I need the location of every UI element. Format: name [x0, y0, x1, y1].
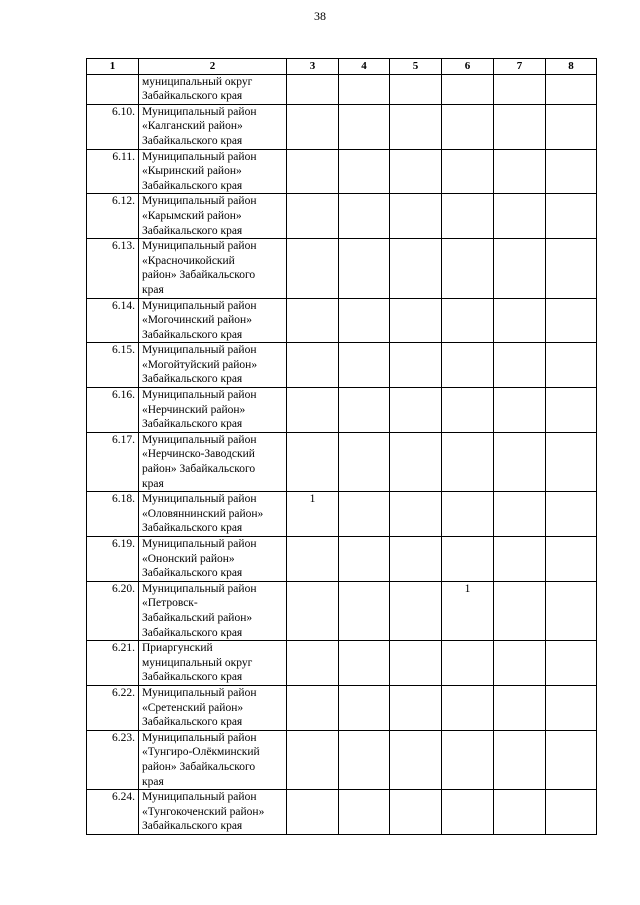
- table-row: [87, 343, 597, 388]
- value-cell-col-3: [287, 104, 339, 149]
- district-name-cell: Муниципальный район «Красночикойский район» Забайкальского края: [139, 239, 287, 298]
- value-cell-col-5: [390, 343, 442, 388]
- value-cell-col-6: [442, 74, 494, 104]
- value-cell-col-6: 1: [442, 581, 494, 640]
- table-row: [87, 74, 597, 104]
- value-cell-col-5: [390, 641, 442, 686]
- value-cell-col-8: [546, 239, 597, 298]
- district-name-cell: Муниципальный район «Могочинский район» Забайкальского края: [139, 298, 287, 343]
- value-cell-col-5: [390, 194, 442, 239]
- value-cell-col-6: [442, 298, 494, 343]
- column-header: 6: [442, 59, 494, 75]
- column-header: 4: [339, 59, 390, 75]
- district-name-cell: Муниципальный район «Могойтуйский район» Забайкальского края: [139, 343, 287, 388]
- value-cell-col-3: [287, 537, 339, 582]
- value-cell-col-4: [339, 239, 390, 298]
- row-number-cell: [87, 74, 139, 104]
- value-cell-col-4: [339, 298, 390, 343]
- value-cell-col-7: [494, 388, 546, 433]
- value-cell-col-3: [287, 641, 339, 686]
- value-cell-col-6: [442, 388, 494, 433]
- district-name-cell: Муниципальный район «Тунгокоченский район» Забайкальского края: [139, 790, 287, 835]
- value-cell-col-7: [494, 641, 546, 686]
- column-header: 1: [87, 59, 139, 75]
- value-cell-col-7: [494, 239, 546, 298]
- table-row: [87, 581, 597, 640]
- value-cell-col-8: [546, 104, 597, 149]
- district-name-cell: Муниципальный район «Оловяннинский район» Забайкальского края: [139, 492, 287, 537]
- value-cell-col-7: [494, 581, 546, 640]
- value-cell-col-4: [339, 194, 390, 239]
- row-number-cell: 6.19.: [87, 537, 139, 582]
- value-cell-col-3: [287, 790, 339, 835]
- value-cell-col-8: [546, 641, 597, 686]
- value-cell-col-8: [546, 149, 597, 194]
- value-cell-col-7: [494, 74, 546, 104]
- value-cell-col-7: [494, 537, 546, 582]
- table-row: [87, 492, 597, 537]
- table-row: [87, 194, 597, 239]
- value-cell-col-7: [494, 790, 546, 835]
- value-cell-col-5: [390, 730, 442, 789]
- row-number-cell: 6.11.: [87, 149, 139, 194]
- value-cell-col-4: [339, 641, 390, 686]
- value-cell-col-8: [546, 492, 597, 537]
- table-row: [87, 388, 597, 433]
- row-number-cell: 6.13.: [87, 239, 139, 298]
- value-cell-col-6: [442, 492, 494, 537]
- value-cell-col-4: [339, 74, 390, 104]
- value-cell-col-7: [494, 194, 546, 239]
- table-row: [87, 432, 597, 491]
- value-cell-col-8: [546, 730, 597, 789]
- value-cell-col-5: [390, 298, 442, 343]
- table-row: [87, 790, 597, 835]
- value-cell-col-5: [390, 74, 442, 104]
- value-cell-col-4: [339, 432, 390, 491]
- value-cell-col-3: [287, 581, 339, 640]
- value-cell-col-4: [339, 492, 390, 537]
- value-cell-col-8: [546, 298, 597, 343]
- value-cell-col-6: [442, 194, 494, 239]
- value-cell-col-6: [442, 537, 494, 582]
- value-cell-col-6: [442, 730, 494, 789]
- district-name-cell: Муниципальный район «Калганский район» Забайкальского края: [139, 104, 287, 149]
- value-cell-col-6: [442, 790, 494, 835]
- value-cell-col-8: [546, 388, 597, 433]
- value-cell-col-8: [546, 685, 597, 730]
- value-cell-col-3: [287, 298, 339, 343]
- district-name-cell: Муниципальный район «Нерчинско-Заводский район» Забайкальского края: [139, 432, 287, 491]
- value-cell-col-3: [287, 685, 339, 730]
- row-number-cell: 6.16.: [87, 388, 139, 433]
- value-cell-col-8: [546, 194, 597, 239]
- value-cell-col-4: [339, 730, 390, 789]
- value-cell-col-3: [287, 730, 339, 789]
- district-name-cell: Муниципальный район «Нерчинский район» Забайкальского края: [139, 388, 287, 433]
- value-cell-col-5: [390, 239, 442, 298]
- value-cell-col-4: [339, 343, 390, 388]
- value-cell-col-5: [390, 104, 442, 149]
- value-cell-col-5: [390, 149, 442, 194]
- district-name-cell: Муниципальный район «Кыринский район» Забайкальского края: [139, 149, 287, 194]
- column-header: 5: [390, 59, 442, 75]
- value-cell-col-4: [339, 104, 390, 149]
- value-cell-col-6: [442, 685, 494, 730]
- row-number-cell: 6.17.: [87, 432, 139, 491]
- value-cell-col-5: [390, 790, 442, 835]
- row-number-cell: 6.24.: [87, 790, 139, 835]
- district-name-cell: Муниципальный район «Карымский район» Забайкальского края: [139, 194, 287, 239]
- value-cell-col-7: [494, 149, 546, 194]
- district-name-cell: Приаргунский муниципальный округ Забайкальского края: [139, 641, 287, 686]
- value-cell-col-4: [339, 388, 390, 433]
- table-row: [87, 104, 597, 149]
- value-cell-col-3: [287, 343, 339, 388]
- header-row: [87, 59, 597, 75]
- district-name-cell: Муниципальный район «Сретенский район» Забайкальского края: [139, 685, 287, 730]
- value-cell-col-7: [494, 492, 546, 537]
- district-name-cell: Муниципальный район «Петровск- Забайкальский район» Забайкальского края: [139, 581, 287, 640]
- value-cell-col-5: [390, 492, 442, 537]
- row-number-cell: 6.21.: [87, 641, 139, 686]
- value-cell-col-6: [442, 343, 494, 388]
- row-number-cell: 6.12.: [87, 194, 139, 239]
- value-cell-col-8: [546, 74, 597, 104]
- value-cell-col-7: [494, 343, 546, 388]
- value-cell-col-4: [339, 537, 390, 582]
- value-cell-col-6: [442, 432, 494, 491]
- row-number-cell: 6.15.: [87, 343, 139, 388]
- table-row: [87, 685, 597, 730]
- value-cell-col-5: [390, 388, 442, 433]
- row-number-cell: 6.20.: [87, 581, 139, 640]
- value-cell-col-3: [287, 239, 339, 298]
- row-number-cell: 6.18.: [87, 492, 139, 537]
- value-cell-col-6: [442, 149, 494, 194]
- value-cell-col-3: [287, 432, 339, 491]
- table-row: [87, 730, 597, 789]
- value-cell-col-8: [546, 790, 597, 835]
- page-number: 38: [314, 9, 326, 23]
- table-row: [87, 641, 597, 686]
- value-cell-col-3: [287, 194, 339, 239]
- value-cell-col-6: [442, 641, 494, 686]
- table-row: [87, 239, 597, 298]
- column-header: 2: [139, 59, 287, 75]
- value-cell-col-6: [442, 239, 494, 298]
- value-cell-col-4: [339, 149, 390, 194]
- value-cell-col-8: [546, 581, 597, 640]
- row-number-cell: 6.23.: [87, 730, 139, 789]
- district-name-cell: Муниципальный район «Ононский район» Забайкальского края: [139, 537, 287, 582]
- column-header: 3: [287, 59, 339, 75]
- value-cell-col-3: [287, 388, 339, 433]
- value-cell-col-8: [546, 537, 597, 582]
- value-cell-col-7: [494, 685, 546, 730]
- table-row: [87, 149, 597, 194]
- value-cell-col-6: [442, 104, 494, 149]
- value-cell-col-4: [339, 790, 390, 835]
- column-header: 7: [494, 59, 546, 75]
- value-cell-col-3: [287, 149, 339, 194]
- value-cell-col-8: [546, 343, 597, 388]
- row-number-cell: 6.10.: [87, 104, 139, 149]
- value-cell-col-4: [339, 581, 390, 640]
- column-header: 8: [546, 59, 597, 75]
- value-cell-col-8: [546, 432, 597, 491]
- row-number-cell: 6.14.: [87, 298, 139, 343]
- value-cell-col-3: 1: [287, 492, 339, 537]
- table-row: [87, 298, 597, 343]
- value-cell-col-5: [390, 432, 442, 491]
- district-name-cell: муниципальный округ Забайкальского края: [139, 74, 287, 104]
- value-cell-col-7: [494, 104, 546, 149]
- value-cell-col-3: [287, 74, 339, 104]
- value-cell-col-7: [494, 730, 546, 789]
- district-name-cell: Муниципальный район «Тунгиро-Олёкминский район» Забайкальского края: [139, 730, 287, 789]
- row-number-cell: 6.22.: [87, 685, 139, 730]
- value-cell-col-7: [494, 298, 546, 343]
- value-cell-col-5: [390, 685, 442, 730]
- data-table: [86, 58, 597, 835]
- value-cell-col-4: [339, 685, 390, 730]
- value-cell-col-5: [390, 537, 442, 582]
- value-cell-col-7: [494, 432, 546, 491]
- value-cell-col-5: [390, 581, 442, 640]
- table-row: [87, 537, 597, 582]
